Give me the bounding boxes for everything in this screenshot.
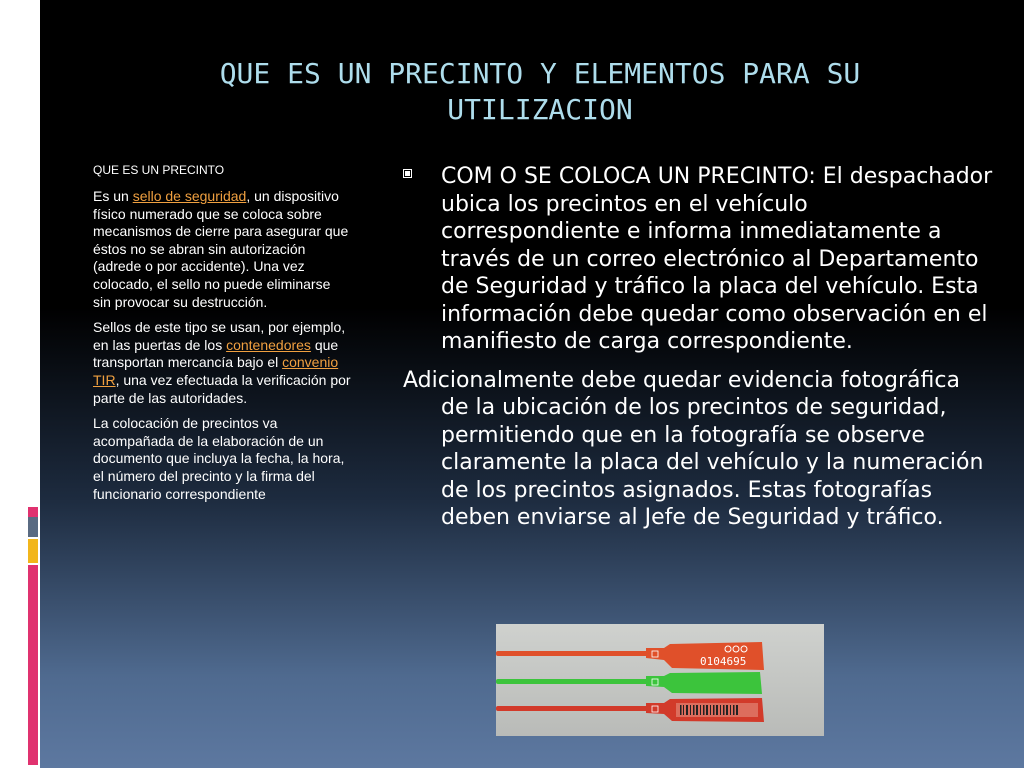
left-paragraph-1: [93, 188, 351, 311]
link-sello-de-seguridad[interactable]: sello de seguridad: [132, 188, 247, 204]
seals-photo: [496, 624, 824, 736]
right-paragraph-2: Adicionalmente debe quedar evidencia fotográfica de la ubicación de los precintos de seguridad, permitiendo que en la fotografía se observe claramente la placa del vehículo y la numeración de los precintos asignados. Estas fotografías deben enviarse al Jefe de Seguridad y tráfico.: [403, 367, 984, 530]
left-text-column: [93, 163, 351, 511]
link-contenedores[interactable]: contenedores: [226, 336, 311, 353]
accent-block-pink-top: [28, 507, 38, 517]
bullet-text: COM O SE COLOCA UN PRECINTO: El despachador ubica los precintos en el vehículo correspondiente e informa inmediatamente a través de un correo electrónico al Departamento de Seguridad y tráfico la placa del vehículo. Esta información debe quedar como observación en el manifiesto de carga correspondiente.: [441, 164, 993, 354]
p1-text-after: , un dispositivo físico numerado que se coloca sobre mecanismos de cierre para asegurar que éstos no se abran sin autorización (adrede o por accidente). Una vez colocado, el sello no puede eliminarse sin provocar su destrucción.: [93, 188, 349, 310]
p2-text-before: Sellos de este tipo se usan, por ejemplo, en las puertas de los: [93, 319, 346, 353]
p1-text-before: Es un: [93, 188, 133, 204]
left-paragraph-2: [93, 319, 351, 407]
p2-text-middle: que transportan mercancía bajo el: [93, 336, 339, 371]
accent-block-gray: [28, 517, 38, 537]
left-paragraph-3: La colocación de precintos va acompañada de la elaboración de un documento que incluya la fecha, la hora, el número del precinto y la firma del funcionario correspondiente: [93, 415, 345, 502]
slide-title: QUE ES UN PRECINTO Y ELEMENTOS PARA SU UTILIZACION: [219, 57, 861, 126]
p2-text-after: , una vez efectuada la verificación por parte de las autoridades.: [93, 371, 351, 406]
right-text-column: [403, 163, 993, 532]
bullet-item: [403, 163, 993, 356]
accent-block-pink-bottom: [28, 565, 38, 765]
seal-number: 0104695: [700, 655, 747, 668]
accent-block-gold: [28, 539, 38, 563]
seals-illustration: [496, 624, 824, 736]
square-bullet-icon: [403, 169, 412, 178]
link-convenio-tir[interactable]: convenio TIR: [93, 354, 339, 388]
left-subheading: QUE ES UN PRECINTO: [93, 163, 225, 177]
